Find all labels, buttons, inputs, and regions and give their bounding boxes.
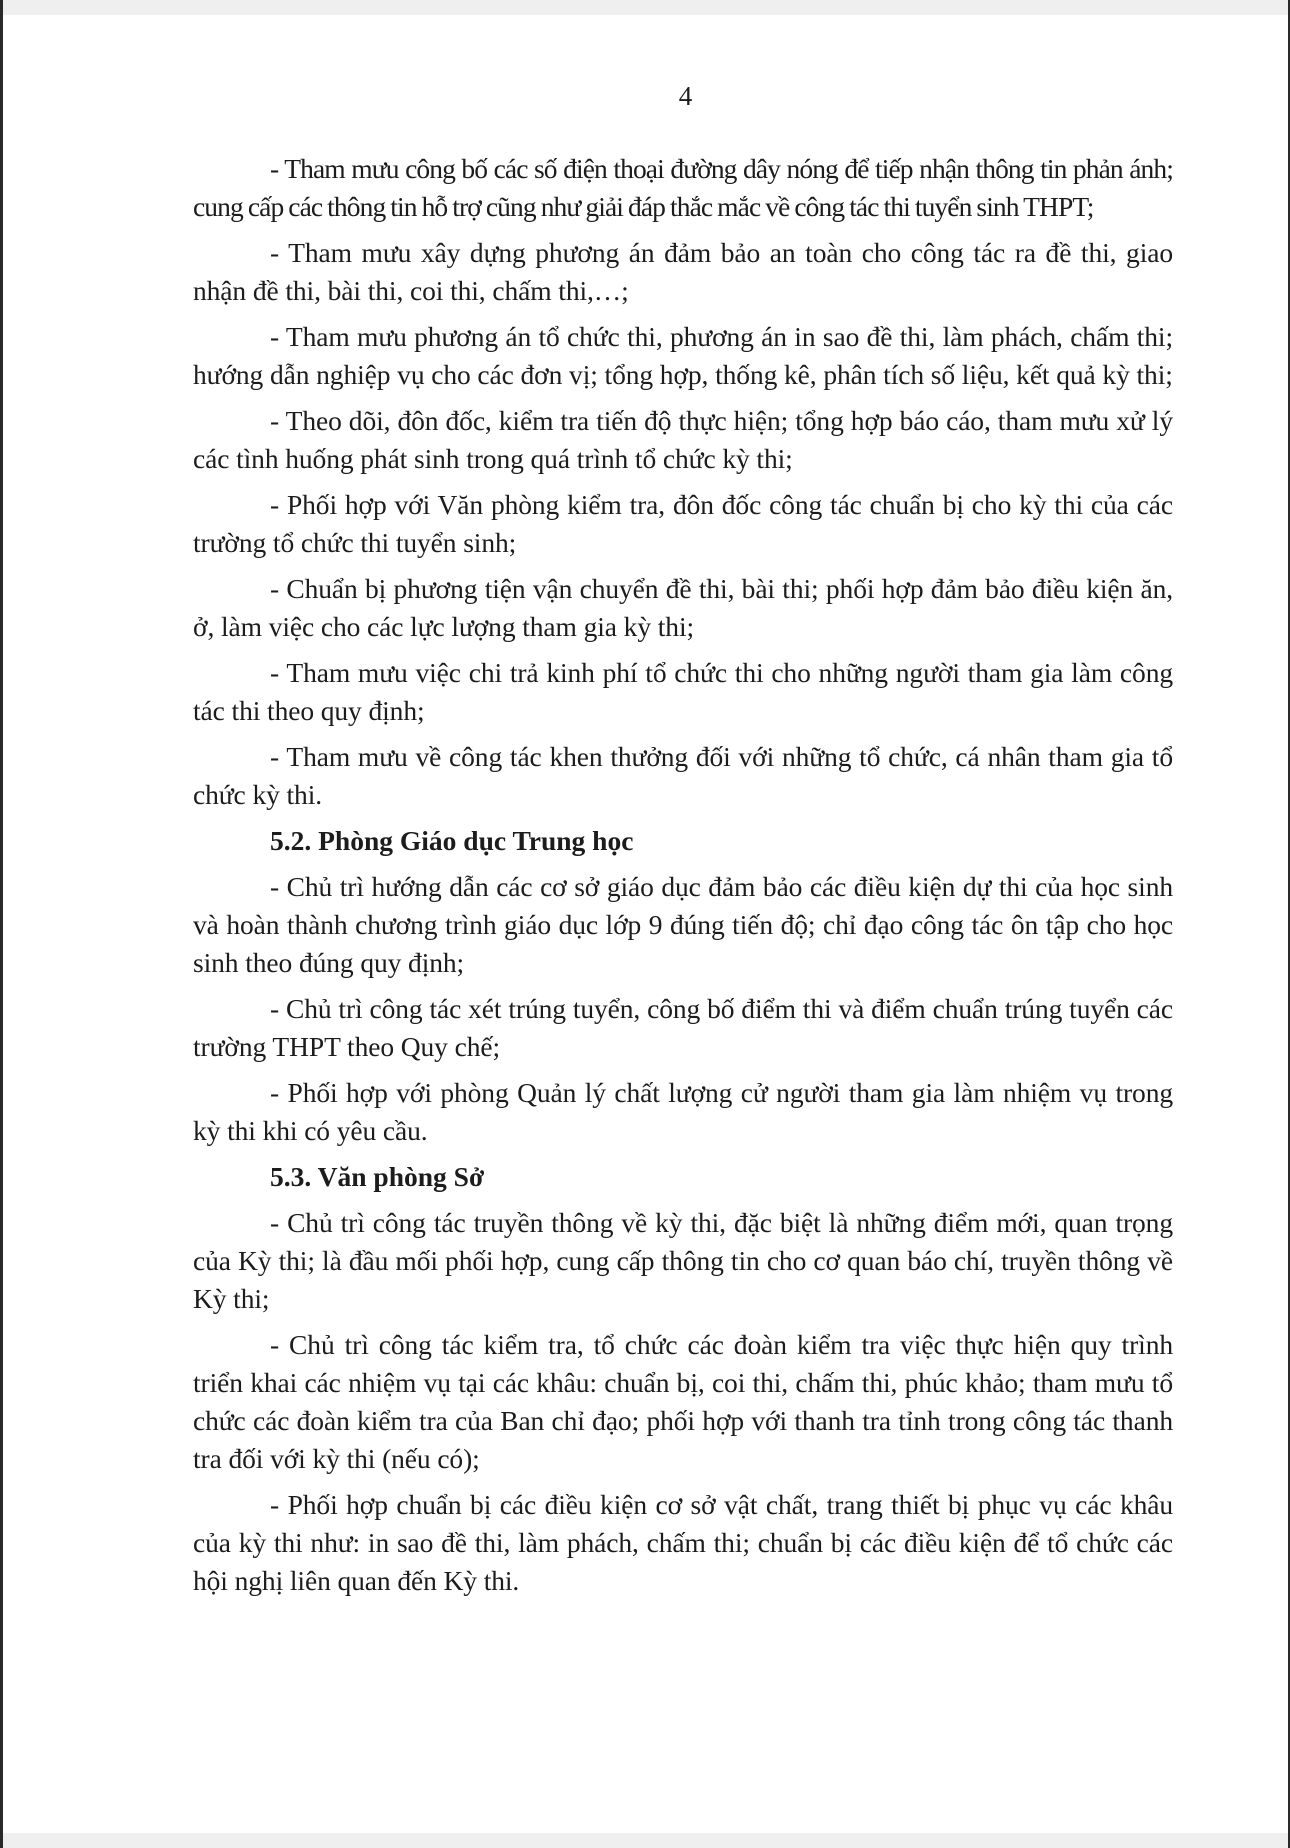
paragraph-5-2-coordination: - Phối hợp với phòng Quản lý chất lượng cử người tham gia làm nhiệm vụ trong kỳ thi khi có yêu cầu.: [193, 1077, 1173, 1146]
paragraph-safety-plan: - Tham mưu xây dựng phương án đảm bảo an toàn cho công tác ra đề thi, giao nhận đề thi, bài thi, coi thi, chấm thi,…;: [193, 237, 1173, 306]
paragraph-coordinate-office: - Phối hợp với Văn phòng kiểm tra, đôn đốc công tác chuẩn bị cho kỳ thi của các trường tổ chức thi tuyển sinh;: [193, 489, 1173, 558]
paragraph-hotline: - Tham mưu công bố các số điện thoại đường dây nóng để tiếp nhận thông tin phản ánh; cung cấp các thông tin hỗ trợ cũng như giải đáp thắc mắc về công tác thi tuyển sinh THPT;: [193, 153, 1173, 222]
paragraph-5-3-inspection: - Chủ trì công tác kiểm tra, tổ chức các đoàn kiểm tra việc thực hiện quy trình triển khai các nhiệm vụ tại các khâu: chuẩn bị, coi thi, chấm thi, phúc khảo; tham mưu tổ chức các đoàn kiểm tra của Ban chỉ đạo; phối hợp với thanh tra tỉnh trong công tác thanh tra đối với kỳ thi (nếu có);: [193, 1329, 1173, 1474]
document-body: [193, 150, 1173, 1608]
paragraph-5-3-communications: - Chủ trì công tác truyền thông về kỳ thi, đặc biệt là những điểm mới, quan trọng của Kỳ thi; là đầu mối phối hợp, cung cấp thông tin cho cơ quan báo chí, truyền thông về Kỳ thi;: [193, 1207, 1173, 1314]
paragraph-5-3-facilities: - Phối hợp chuẩn bị các điều kiện cơ sở vật chất, trang thiết bị phục vụ các khâu của kỳ thi như: in sao đề thi, làm phách, chấm thi; chuẩn bị các điều kiện để tổ chức các hội nghị liên quan đến Kỳ thi.: [193, 1489, 1173, 1596]
paragraph-exam-organization: - Tham mưu phương án tổ chức thi, phương án in sao đề thi, làm phách, chấm thi; hướng dẫn nghiệp vụ cho các đơn vị; tổng hợp, thống kê, phân tích số liệu, kết quả kỳ thi;: [193, 321, 1173, 390]
paragraph-5-2-guidance: - Chủ trì hướng dẫn các cơ sở giáo dục đảm bảo các điều kiện dự thi của học sinh và hoàn thành chương trình giáo dục lớp 9 đúng tiến độ; chỉ đạo công tác ôn tập cho học sinh theo đúng quy định;: [193, 871, 1173, 978]
paragraph-rewards: - Tham mưu về công tác khen thưởng đối với những tổ chức, cá nhân tham gia tổ chức kỳ thi.: [193, 741, 1173, 810]
paragraph-monitoring: - Theo dõi, đôn đốc, kiểm tra tiến độ thực hiện; tổng hợp báo cáo, tham mưu xử lý các tình huống phát sinh trong quá trình tổ chức kỳ thi;: [193, 405, 1173, 474]
paragraph-funding: - Tham mưu việc chi trả kinh phí tổ chức thi cho những người tham gia làm công tác thi theo quy định;: [193, 657, 1173, 726]
document-page: [3, 15, 1288, 1833]
paragraph-transport: - Chuẩn bị phương tiện vận chuyển đề thi, bài thi; phối hợp đảm bảo điều kiện ăn, ở, làm việc cho các lực lượng tham gia kỳ thi;: [193, 573, 1173, 642]
paragraph-5-2-admission: - Chủ trì công tác xét trúng tuyển, công bố điểm thi và điểm chuẩn trúng tuyển các trường THPT theo Quy chế;: [193, 993, 1173, 1062]
section-heading-5-2: 5.2. Phòng Giáo dục Trung học: [270, 825, 634, 856]
page-number: 4: [678, 81, 693, 111]
section-heading-5-3: 5.3. Văn phòng Sở: [270, 1161, 485, 1192]
viewer-top-strip: [3, 0, 1288, 15]
viewer-bottom-strip: [3, 1833, 1288, 1848]
